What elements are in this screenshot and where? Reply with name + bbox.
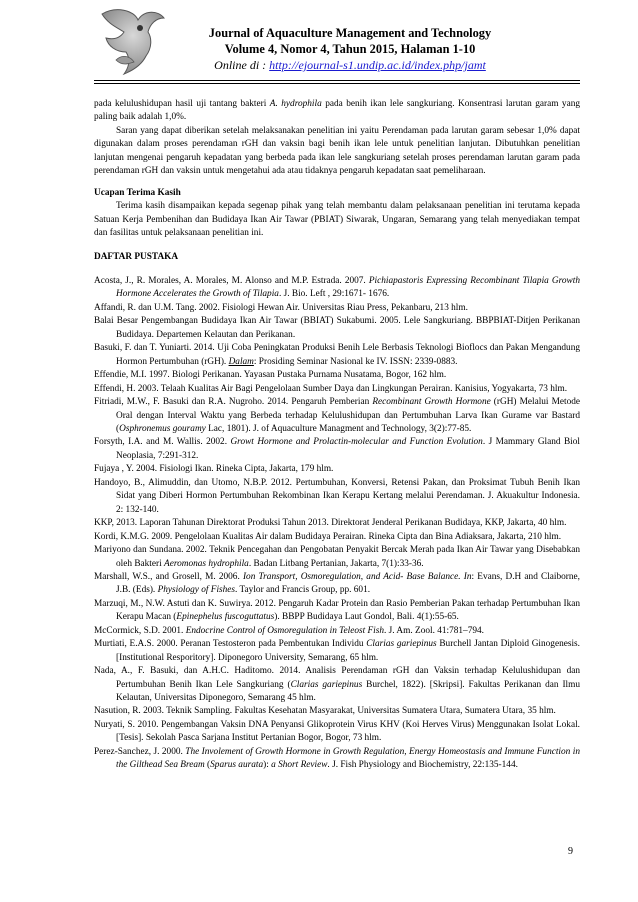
header-rule-bottom bbox=[94, 83, 580, 84]
reference-item: Nada, A., F. Basuki, dan A.H.C. Haditomo. 2014. Analisis Perendaman rGH dan Vaksin terhadap Kelulushidupan dan Pertumbuhan Benih Ikan Lele Sangkuriang (Clarias gariepinus Burchel, 1822). [Skripsi]. Fakultas Perikanan dan Ilmu Kelautan, Universitas Diponegoro, Semarang 45 hlm. bbox=[94, 666, 581, 704]
journal-online bbox=[170, 58, 530, 73]
reference-item: Murtiati, E.A.S. 2000. Peranan Testosteron pada Pembentukan Individu Clarias gariepinus Burchell Jantan Diploid Ginogenesis. [Institutional Resporitory]. Diponegoro University, Semarang, 65 hlm. bbox=[94, 639, 580, 663]
journal-logo-icon bbox=[94, 4, 170, 80]
reference-item: Nuryati, S. 2010. Pengembangan Vaksin DNA Penyansi Glikoprotein Virus KHV (Koi Herves Virus) Menggunakan Isolat Lokal. [Tesis]. Sekolah Pasca Sarjana Institut Pertanian Bogor, Bogor, 73 hlm. bbox=[94, 719, 580, 744]
reference-item: Basuki, F. dan T. Yuniarti. 2014. Uji Coba Peningkatan Produksi Benih Lele Berbasis Teknologi Bioflocs dan Pakan Mengandung Hormon Pertumbuhan (rGH). Dalam: Prosiding Seminar Nasional ke IV. ISSN: 2339-0883. bbox=[94, 343, 580, 367]
reference-item: Affandi, R. dan U.M. Tang. 2002. Fisiologi Hewan Air. Universitas Riau Press, Pekanbaru, 213 hlm. bbox=[94, 302, 468, 313]
acknowledgement-text: Terima kasih disampaikan kepada segenap pihak yang telah membantu dalam pelaksanaan penelitian ini terutama kepada Satuan Kerja Pembenihan dan Budidaya Ikan Air Tawar (PBIAT) Siwarak, Ungaran, Semarang yang telah menyediakan tempat dan fasilitas untuk pelaksanaan penelitian ini. bbox=[94, 201, 580, 239]
paragraph-conclusion: pada kelulushidupan hasil uji tantang bakteri A. hydrophila pada benih ikan lele sangkuriang. Konsentrasi larutan garam yang paling baik adalah 1,0%. bbox=[94, 99, 580, 123]
journal-title: Journal of Aquaculture Management and Technology bbox=[208, 26, 492, 40]
reference-item: Kordi, K.M.G. 2009. Pengelolaan Kualitas Air dalam Budidaya Perairan. Rineka Cipta dan Bina Adiaksara, Jakarta, 210 hlm. bbox=[94, 531, 562, 542]
journal-url-link[interactable]: http://ejournal-s1.undip.ac.id/index.php/jamt bbox=[269, 58, 486, 72]
reference-item: Mariyono dan Sundana. 2002. Teknik Pencegahan dan Pengobatan Penyakit Bercak Merah pada Ikan Air Tawar yang Disebabkan oleh Bakteri Aeromonas hydrophila. Badan Litbang Pertanian, Jakarta, 7(1):33-36. bbox=[94, 545, 580, 569]
reference-item: Perez-Sanchez, J. 2000. The Involement of Growth Hormone in Growth Regulation, Energy Homeostasis and Immune Function in the Gilthead Sea Bream (Sparus aurata): a Short Review. J. Fish Physiology and Biochemistry, 22:135-144. bbox=[94, 746, 581, 771]
reference-item: Fitriadi, M.W., F. Basuki dan R.A. Nugroho. 2014. Pengaruh Pemberian Recombinant Growth Hormone (rGH) Melalui Metode Oral dengan Interval Waktu yang Berbeda terhadap Kelulushidupan dan Pertumbuhan Larva Ikan Gurame var Bastard (Osphronemus gouramy Lac, 1801). J. of Aquaculture Managment and Technology, 3(2):77-85. bbox=[94, 397, 580, 434]
reference-item: Forsyth, I.A. and M. Wallis. 2002. Growt Hormone and Prolactin-molecular and Function Evolution. J Mammary Gland Biol Neoplasia, 7:291-312. bbox=[94, 437, 580, 461]
reference-item: Marzuqi, M., N.W. Astuti dan K. Suwirya. 2012. Pengaruh Kadar Protein dan Rasio Pemberian Pakan terhadap Pertumbuhan Ikan Kerapu Macan (Epinephelus fuscoguttatus). BBPP Budidaya Laut Gondol, Bali. 4(1):55-65. bbox=[94, 598, 580, 623]
species-name: A. hydrophila bbox=[269, 99, 322, 109]
acknowledgement-heading: Ucapan Terima Kasih bbox=[94, 187, 181, 198]
header-rule-top bbox=[94, 80, 580, 81]
reference-item: Effendie, M.I. 1997. Biologi Perikanan. Yayasan Pustaka Purnama Nusatama, Bogor, 162 hlm. bbox=[94, 370, 447, 381]
reference-item: Effendi, H. 2003. Telaah Kualitas Air Bagi Pengelolaan Sumber Daya dan Lingkungan Perairan. Kanisius, Yogyakarta, 73 hlm. bbox=[94, 383, 568, 394]
reference-item: KKP, 2013. Laporan Tahunan Direktorat Produksi Tahun 2013. Direktorat Jenderal Perikanan Budidaya, KKP, Jakarta, 40 hlm. bbox=[94, 518, 567, 529]
reference-item: Marshall, W.S., and Grosell, M. 2006. Ion Transport, Osmoregulation, and Acid- Base Balance. In: Evans, D.H and Claiborne, J.B. (Eds). Physiology of Fishes. Taylor and Francis Group, pp. 601. bbox=[94, 571, 581, 596]
reference-item: Acosta, J., R. Morales, A. Morales, M. Alonso and M.P. Estrada. 2007. Pichiapastoris Expressing Recombinant Tilapia Growth Hormone Accelerates the Growth of Tilapia. J. Bio. Left , 29:1671- 1676. bbox=[94, 275, 580, 300]
reference-item: Fujaya , Y. 2004. Fisiologi Ikan. Rineka Cipta, Jakarta, 179 hlm. bbox=[94, 464, 334, 475]
page-number: 9 bbox=[568, 846, 573, 857]
article-body bbox=[94, 98, 580, 773]
paragraph-suggestion: Saran yang dapat diberikan setelah melaksanakan penelitian ini yaitu Perendaman pada larutan garam sebesar 1,0% dapat digunakan dalam proses perendaman rGH dan vaksin bagi benih ikan lele untuk penelitian lanjutan. Dibutuhkan penelitian lanjutan mengenai pengaruh kepadatan yang berbeda pada ikan lele sangkuriang setelah proses perendaman larutan garam pada perendaman rGH dan vaksin untuk mengetahui ada atau tidaknya pengaruh kepadatan saat pemeliharaan. bbox=[94, 125, 580, 177]
references-heading: DAFTAR PUSTAKA bbox=[94, 251, 179, 262]
reference-item: McCormick, S.D. 2001. Endocrine Control of Osmoregulation in Teleost Fish. J. Am. Zool. 41:781–794. bbox=[94, 625, 484, 636]
reference-item: Balai Besar Pengembangan Budidaya Ikan Air Tawar (BBIAT) Sukabumi. 2005. Lele Sangkuriang. BBPBIAT-Ditjen Perikanan Budidaya. Departemen Kelautan dan Perikanan. bbox=[94, 316, 580, 340]
reference-item: Nasution, R. 2003. Teknik Sampling. Fakultas Kesehatan Masyarakat, Universitas Sumatera Utara, Sumatera Utara, 35 hlm. bbox=[94, 706, 556, 717]
online-prefix: Online di : bbox=[214, 58, 270, 72]
journal-volume: Volume 4, Nomor 4, Tahun 2015, Halaman 1-10 bbox=[224, 42, 476, 56]
reference-list bbox=[94, 275, 580, 773]
reference-item: Handoyo, B., Alimuddin, dan Utomo, N.B.P. 2012. Pertumbuhan, Konversi, Retensi Pakan, dan Proksimat Tubuh Benih Ikan Sidat yang Diberi Hormon Pertumbuhan Rekombinan Ikan Kerapu Kertang melalui Perendaman. J. Akuakultur Indonesia. 2: 132-140. bbox=[94, 477, 580, 515]
